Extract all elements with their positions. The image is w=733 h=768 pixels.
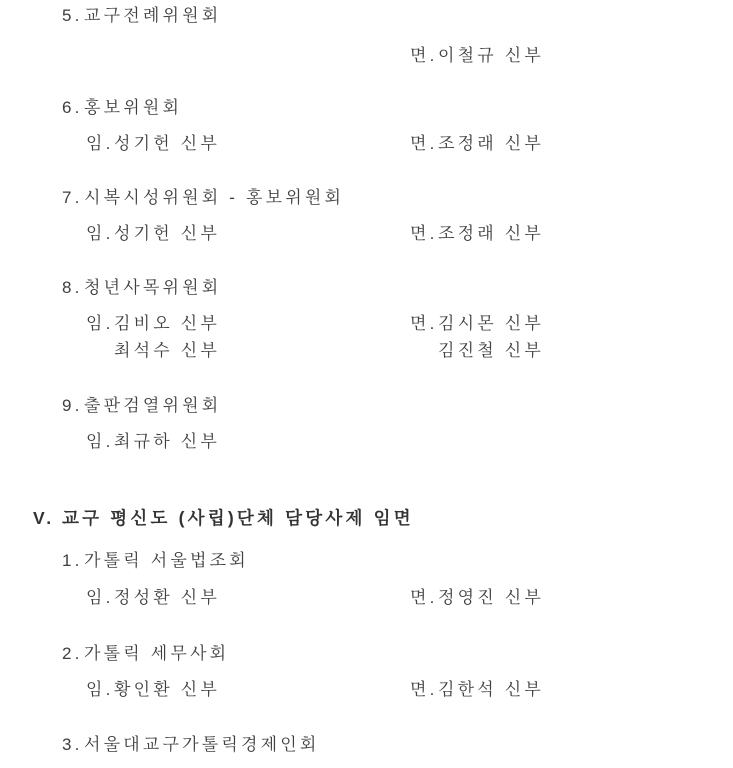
dismissed-priest-name: 이철규 신부 (438, 46, 545, 65)
dismissed-priest-name: 정영진 신부 (438, 588, 545, 607)
committee-item-6-title (0, 98, 733, 120)
item-number: 9. (62, 396, 83, 415)
group-name: 가톨릭 세무사회 (84, 644, 230, 663)
dismissed-priest-name: 김진철 신부 (438, 341, 545, 360)
appoint-label: 임. (86, 224, 114, 243)
dismissed-priest-name: 조정래 신부 (438, 134, 545, 153)
appoint-label: 임. (86, 588, 114, 607)
appointed-priest-name: 황인환 신부 (114, 680, 221, 699)
appoint-label: 임. (86, 314, 114, 333)
item-number: 5. (62, 6, 83, 25)
appointed-priest-name: 최석수 신부 (114, 341, 221, 360)
committee-item-9-title (0, 396, 733, 418)
appointed-priest-name: 성기헌 신부 (114, 224, 221, 243)
item-number: 2. (62, 644, 83, 663)
item-number: 1. (62, 551, 83, 570)
dismissed-priest-name: 김한석 신부 (438, 680, 545, 699)
lay-group-item-2-title (0, 644, 733, 666)
committee-name: 교구전례위원회 (84, 6, 222, 25)
committee-item-8-appointments-line-2 (0, 341, 733, 363)
dismiss-label: 면. (410, 46, 438, 65)
committee-item-5-appointments (0, 46, 733, 68)
dismiss-label: 면. (410, 588, 438, 607)
dismiss-label: 면. (410, 134, 438, 153)
group-name: 가톨릭 서울법조회 (84, 551, 249, 570)
dismiss-label: 면. (410, 314, 438, 333)
item-number: 7. (62, 188, 83, 207)
committee-item-8-appointments-line-1 (0, 314, 733, 336)
dismiss-label: 면. (410, 680, 438, 699)
appointed-priest-name: 정성환 신부 (114, 588, 221, 607)
committee-name: 홍보위원회 (84, 98, 183, 117)
appoint-label: 임. (86, 432, 114, 451)
section-number: V. (33, 508, 55, 528)
committee-name: 출판검열위원회 (84, 396, 222, 415)
committee-item-6-appointments (0, 134, 733, 156)
dismissed-priest-name: 김시몬 신부 (438, 314, 545, 333)
appointed-priest-name: 성기헌 신부 (114, 134, 221, 153)
group-name: 서울대교구가톨릭경제인회 (84, 735, 320, 754)
appointed-priest-name: 김비오 신부 (114, 314, 221, 333)
item-number: 8. (62, 278, 83, 297)
lay-group-item-2-appointments (0, 680, 733, 702)
appoint-label: 임. (86, 680, 114, 699)
committee-item-7-title (0, 188, 733, 210)
lay-group-item-1-appointments (0, 588, 733, 610)
committee-item-7-appointments (0, 224, 733, 246)
committee-name: 청년사목위원회 (84, 278, 222, 297)
committee-name: 시복시성위원회 - 홍보위원회 (84, 188, 345, 207)
item-number: 3. (62, 735, 83, 754)
section-v-heading (0, 508, 733, 530)
item-number: 6. (62, 98, 83, 117)
committee-item-9-appointments (0, 432, 733, 454)
dismiss-label: 면. (410, 224, 438, 243)
appointed-priest-name: 최규하 신부 (114, 432, 221, 451)
appoint-label: 임. (86, 134, 114, 153)
committee-item-8-title (0, 278, 733, 300)
lay-group-item-1-title (0, 551, 733, 573)
dismissed-priest-name: 조정래 신부 (438, 224, 545, 243)
committee-item-5-title (0, 6, 733, 28)
section-title: 교구 평신도 (사립)단체 담당사제 임면 (62, 508, 414, 528)
lay-group-item-3-title (0, 735, 733, 757)
